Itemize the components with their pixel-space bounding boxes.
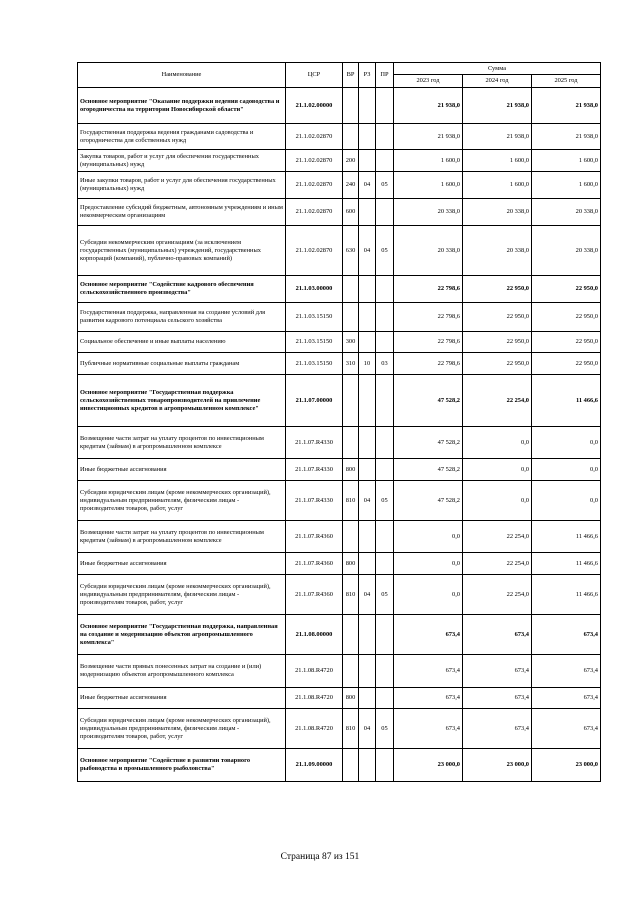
row-sum-2023-cell: 673,4 xyxy=(394,709,463,749)
header-year-2023: 2023 год xyxy=(394,75,463,88)
row-pr-cell xyxy=(376,303,394,332)
row-name-cell: Иные бюджетные ассигнования xyxy=(78,553,286,575)
row-csr-cell: 21.1.09.00000 xyxy=(286,749,343,782)
table-row xyxy=(78,427,601,459)
page-number: Страница 87 из 151 xyxy=(280,852,360,862)
table-row xyxy=(78,172,601,199)
table-row xyxy=(78,521,601,553)
row-sum-2025-cell: 22 950,0 xyxy=(532,332,601,353)
row-sum-2024-cell: 23 000,0 xyxy=(463,749,532,782)
row-name-cell: Возмещение части затрат на уплату процентов по инвестиционным кредитам (займам) в агропромышленном комплексе xyxy=(78,521,286,553)
row-pr-cell xyxy=(376,459,394,481)
row-sum-2024-cell: 22 254,0 xyxy=(463,553,532,575)
row-pr-cell xyxy=(376,521,394,553)
row-vr-cell: 810 xyxy=(343,709,359,749)
row-name-cell: Основное мероприятие "Содействие кадрового обеспечения сельскохозяйственного производства" xyxy=(78,276,286,303)
table-row xyxy=(78,332,601,353)
row-csr-cell: 21.1.02.02870 xyxy=(286,172,343,199)
header-pr: ПР xyxy=(376,63,394,88)
row-rz-cell: 04 xyxy=(359,575,376,615)
row-csr-cell: 21.1.07.R4330 xyxy=(286,459,343,481)
row-pr-cell: 05 xyxy=(376,172,394,199)
row-vr-cell xyxy=(343,124,359,150)
row-sum-2025-cell: 673,4 xyxy=(532,688,601,709)
row-rz-cell xyxy=(359,615,376,655)
row-sum-2025-cell: 21 938,0 xyxy=(532,124,601,150)
row-rz-cell xyxy=(359,124,376,150)
header-year-2025: 2025 год xyxy=(532,75,601,88)
row-rz-cell xyxy=(359,459,376,481)
row-sum-2023-cell: 1 600,0 xyxy=(394,172,463,199)
row-rz-cell xyxy=(359,375,376,427)
row-csr-cell: 21.1.03.15150 xyxy=(286,353,343,375)
row-csr-cell: 21.1.03.00000 xyxy=(286,276,343,303)
budget-table xyxy=(77,62,601,782)
row-pr-cell xyxy=(376,375,394,427)
row-pr-cell xyxy=(376,150,394,172)
row-rz-cell xyxy=(359,688,376,709)
row-vr-cell: 240 xyxy=(343,172,359,199)
row-sum-2023-cell: 20 338,0 xyxy=(394,199,463,226)
row-vr-cell xyxy=(343,615,359,655)
row-name-cell: Субсидии юридическим лицам (кроме некоммерческих организаций), индивидуальным предпринимателям, физическим лицам - производителям товаров, работ, услуг xyxy=(78,481,286,521)
row-sum-2024-cell: 673,4 xyxy=(463,655,532,688)
row-sum-2025-cell: 22 950,0 xyxy=(532,303,601,332)
table-row xyxy=(78,709,601,749)
row-rz-cell xyxy=(359,553,376,575)
row-sum-2023-cell: 20 338,0 xyxy=(394,226,463,276)
row-csr-cell: 21.1.03.15150 xyxy=(286,332,343,353)
row-csr-cell: 21.1.02.00000 xyxy=(286,88,343,124)
row-pr-cell xyxy=(376,332,394,353)
row-sum-2024-cell: 20 338,0 xyxy=(463,199,532,226)
table-row xyxy=(78,459,601,481)
row-sum-2023-cell: 47 528,2 xyxy=(394,481,463,521)
row-pr-cell xyxy=(376,688,394,709)
table-row xyxy=(78,226,601,276)
row-vr-cell: 310 xyxy=(343,353,359,375)
table-row-main-activity xyxy=(78,375,601,427)
row-csr-cell: 21.1.07.R4330 xyxy=(286,427,343,459)
row-csr-cell: 21.1.08.00000 xyxy=(286,615,343,655)
table-row-main-activity xyxy=(78,276,601,303)
row-csr-cell: 21.1.02.02870 xyxy=(286,226,343,276)
row-sum-2025-cell: 673,4 xyxy=(532,615,601,655)
row-sum-2023-cell: 23 000,0 xyxy=(394,749,463,782)
row-sum-2023-cell: 22 798,6 xyxy=(394,303,463,332)
row-sum-2023-cell: 0,0 xyxy=(394,553,463,575)
row-sum-2025-cell: 22 950,0 xyxy=(532,276,601,303)
table-row xyxy=(78,124,601,150)
budget-document-page xyxy=(77,62,600,782)
header-rz: РЗ xyxy=(359,63,376,88)
row-rz-cell: 04 xyxy=(359,172,376,199)
row-vr-cell: 800 xyxy=(343,688,359,709)
row-vr-cell xyxy=(343,276,359,303)
row-sum-2024-cell: 22 950,0 xyxy=(463,303,532,332)
row-rz-cell xyxy=(359,427,376,459)
row-sum-2024-cell: 673,4 xyxy=(463,688,532,709)
row-name-cell: Возмещение части затрат на уплату процентов по инвестиционным кредитам (займам) в агропромышленном комплексе xyxy=(78,427,286,459)
row-rz-cell: 04 xyxy=(359,709,376,749)
row-vr-cell xyxy=(343,655,359,688)
row-pr-cell: 05 xyxy=(376,226,394,276)
row-name-cell: Закупка товаров, работ и услуг для обеспечения государственных (муниципальных) нужд xyxy=(78,150,286,172)
row-name-cell: Субсидии юридическим лицам (кроме некоммерческих организаций), индивидуальным предпринимателям, физическим лицам - производителям товаров, работ, услуг xyxy=(78,709,286,749)
row-sum-2024-cell: 21 938,0 xyxy=(463,124,532,150)
row-csr-cell: 21.1.02.02870 xyxy=(286,199,343,226)
row-csr-cell: 21.1.02.02870 xyxy=(286,124,343,150)
row-csr-cell: 21.1.07.R4330 xyxy=(286,481,343,521)
row-csr-cell: 21.1.07.00000 xyxy=(286,375,343,427)
row-sum-2023-cell: 22 798,6 xyxy=(394,276,463,303)
row-sum-2024-cell: 673,4 xyxy=(463,709,532,749)
row-name-cell: Иные бюджетные ассигнования xyxy=(78,688,286,709)
row-sum-2024-cell: 673,4 xyxy=(463,615,532,655)
row-rz-cell xyxy=(359,332,376,353)
row-vr-cell xyxy=(343,521,359,553)
row-sum-2023-cell: 0,0 xyxy=(394,575,463,615)
row-pr-cell xyxy=(376,199,394,226)
row-rz-cell: 10 xyxy=(359,353,376,375)
row-pr-cell xyxy=(376,655,394,688)
table-row xyxy=(78,688,601,709)
row-sum-2025-cell: 20 338,0 xyxy=(532,199,601,226)
row-vr-cell: 200 xyxy=(343,150,359,172)
row-name-cell: Государственная поддержка, направленная на создание условий для развития кадрового потенциала сельского хозяйства xyxy=(78,303,286,332)
row-name-cell: Основное мероприятие "Содействие в развитии товарного рыбоводства и промышленного рыболовства" xyxy=(78,749,286,782)
row-vr-cell xyxy=(343,375,359,427)
row-sum-2024-cell: 22 950,0 xyxy=(463,332,532,353)
table-row xyxy=(78,353,601,375)
row-name-cell: Иные бюджетные ассигнования xyxy=(78,459,286,481)
row-csr-cell: 21.1.07.R4360 xyxy=(286,521,343,553)
row-rz-cell xyxy=(359,150,376,172)
table-row xyxy=(78,655,601,688)
row-pr-cell xyxy=(376,276,394,303)
row-pr-cell xyxy=(376,88,394,124)
row-vr-cell xyxy=(343,303,359,332)
row-vr-cell xyxy=(343,88,359,124)
row-sum-2025-cell: 0,0 xyxy=(532,481,601,521)
row-name-cell: Иные закупки товаров, работ и услуг для обеспечения государственных (муниципальных) нужд xyxy=(78,172,286,199)
table-row xyxy=(78,150,601,172)
row-name-cell: Субсидии некоммерческим организациям (за исключением государственных (муниципальных) учреждений, государственных корпораций (компаний), публично-правовых компаний) xyxy=(78,226,286,276)
table-row xyxy=(78,575,601,615)
row-sum-2025-cell: 11 466,6 xyxy=(532,375,601,427)
row-rz-cell xyxy=(359,199,376,226)
table-row xyxy=(78,303,601,332)
header-row-top xyxy=(78,63,601,75)
row-rz-cell xyxy=(359,276,376,303)
row-sum-2025-cell: 22 950,0 xyxy=(532,353,601,375)
row-vr-cell xyxy=(343,427,359,459)
row-sum-2025-cell: 11 466,6 xyxy=(532,575,601,615)
row-sum-2024-cell: 22 950,0 xyxy=(463,276,532,303)
row-sum-2023-cell: 22 798,6 xyxy=(394,332,463,353)
row-name-cell: Субсидии юридическим лицам (кроме некоммерческих организаций), индивидуальным предпринимателям, физическим лицам - производителям товаров, работ, услуг xyxy=(78,575,286,615)
row-pr-cell xyxy=(376,553,394,575)
row-name-cell: Основное мероприятие "Оказание поддержки ведения садоводства и огородничества на территории Новосибирской области" xyxy=(78,88,286,124)
row-sum-2023-cell: 47 528,2 xyxy=(394,459,463,481)
row-rz-cell xyxy=(359,88,376,124)
header-vr: ВР xyxy=(343,63,359,88)
row-vr-cell: 800 xyxy=(343,459,359,481)
row-pr-cell xyxy=(376,615,394,655)
row-sum-2024-cell: 22 254,0 xyxy=(463,521,532,553)
row-sum-2024-cell: 1 600,0 xyxy=(463,150,532,172)
header-name: Наименование xyxy=(78,63,286,88)
row-sum-2023-cell: 21 938,0 xyxy=(394,124,463,150)
row-name-cell: Публичные нормативные социальные выплаты гражданам xyxy=(78,353,286,375)
row-vr-cell: 600 xyxy=(343,199,359,226)
row-sum-2024-cell: 0,0 xyxy=(463,427,532,459)
row-csr-cell: 21.1.08.R4720 xyxy=(286,688,343,709)
row-sum-2023-cell: 47 528,2 xyxy=(394,375,463,427)
row-sum-2023-cell: 673,4 xyxy=(394,655,463,688)
row-vr-cell: 630 xyxy=(343,226,359,276)
row-sum-2024-cell: 20 338,0 xyxy=(463,226,532,276)
row-rz-cell xyxy=(359,303,376,332)
row-sum-2023-cell: 1 600,0 xyxy=(394,150,463,172)
table-row xyxy=(78,481,601,521)
header-year-2024: 2024 год xyxy=(463,75,532,88)
row-name-cell: Предоставление субсидий бюджетным, автономным учреждениям и иным некоммерческим организациям xyxy=(78,199,286,226)
row-sum-2025-cell: 0,0 xyxy=(532,427,601,459)
row-rz-cell xyxy=(359,655,376,688)
table-row xyxy=(78,553,601,575)
row-pr-cell xyxy=(376,124,394,150)
header-csr: ЦСР xyxy=(286,63,343,88)
row-sum-2024-cell: 22 950,0 xyxy=(463,353,532,375)
row-sum-2023-cell: 22 798,6 xyxy=(394,353,463,375)
row-name-cell: Основное мероприятие "Государственная поддержка, направленная на создание и модернизацию объектов агропромышленного комплекса" xyxy=(78,615,286,655)
row-pr-cell: 03 xyxy=(376,353,394,375)
row-pr-cell xyxy=(376,427,394,459)
row-rz-cell xyxy=(359,749,376,782)
row-csr-cell: 21.1.08.R4720 xyxy=(286,655,343,688)
row-sum-2023-cell: 21 938,0 xyxy=(394,88,463,124)
row-sum-2025-cell: 1 600,0 xyxy=(532,150,601,172)
row-vr-cell xyxy=(343,749,359,782)
row-csr-cell: 21.1.02.02870 xyxy=(286,150,343,172)
row-pr-cell xyxy=(376,749,394,782)
row-sum-2024-cell: 22 254,0 xyxy=(463,375,532,427)
row-pr-cell: 05 xyxy=(376,709,394,749)
row-csr-cell: 21.1.08.R4720 xyxy=(286,709,343,749)
row-vr-cell: 800 xyxy=(343,553,359,575)
row-sum-2024-cell: 0,0 xyxy=(463,481,532,521)
table-body xyxy=(78,88,601,782)
row-sum-2025-cell: 20 338,0 xyxy=(532,226,601,276)
row-rz-cell: 04 xyxy=(359,481,376,521)
table-row-main-activity xyxy=(78,615,601,655)
row-csr-cell: 21.1.03.15150 xyxy=(286,303,343,332)
row-sum-2025-cell: 0,0 xyxy=(532,459,601,481)
row-name-cell: Государственная поддержка ведения гражданами садоводства и огородничества для собственных нужд xyxy=(78,124,286,150)
row-vr-cell: 810 xyxy=(343,575,359,615)
row-sum-2025-cell: 1 600,0 xyxy=(532,172,601,199)
table-row-main-activity xyxy=(78,749,601,782)
row-sum-2025-cell: 23 000,0 xyxy=(532,749,601,782)
row-sum-2025-cell: 11 466,6 xyxy=(532,553,601,575)
row-sum-2023-cell: 673,4 xyxy=(394,688,463,709)
row-sum-2025-cell: 673,4 xyxy=(532,655,601,688)
row-rz-cell xyxy=(359,521,376,553)
row-csr-cell: 21.1.07.R4360 xyxy=(286,575,343,615)
row-vr-cell: 300 xyxy=(343,332,359,353)
row-sum-2024-cell: 21 938,0 xyxy=(463,88,532,124)
row-name-cell: Социальное обеспечение и иные выплаты населению xyxy=(78,332,286,353)
row-name-cell: Основное мероприятие "Государственная поддержка сельскохозяйственных товаропроизводителей на привлечение инвестиционных кредитов в агропромышленном комплексе" xyxy=(78,375,286,427)
row-sum-2024-cell: 1 600,0 xyxy=(463,172,532,199)
row-sum-2023-cell: 673,4 xyxy=(394,615,463,655)
row-rz-cell: 04 xyxy=(359,226,376,276)
row-csr-cell: 21.1.07.R4360 xyxy=(286,553,343,575)
row-sum-2023-cell: 0,0 xyxy=(394,521,463,553)
row-pr-cell: 05 xyxy=(376,481,394,521)
row-pr-cell: 05 xyxy=(376,575,394,615)
row-sum-2025-cell: 11 466,6 xyxy=(532,521,601,553)
row-sum-2023-cell: 47 528,2 xyxy=(394,427,463,459)
row-sum-2025-cell: 673,4 xyxy=(532,709,601,749)
row-sum-2024-cell: 22 254,0 xyxy=(463,575,532,615)
row-vr-cell: 810 xyxy=(343,481,359,521)
row-name-cell: Возмещение части прямых понесенных затрат на создание и (или) модернизацию объектов агропромышленного комплекса xyxy=(78,655,286,688)
table-row-main-activity xyxy=(78,88,601,124)
header-sum: Сумма xyxy=(394,63,601,75)
table-row xyxy=(78,199,601,226)
row-sum-2025-cell: 21 938,0 xyxy=(532,88,601,124)
row-sum-2024-cell: 0,0 xyxy=(463,459,532,481)
